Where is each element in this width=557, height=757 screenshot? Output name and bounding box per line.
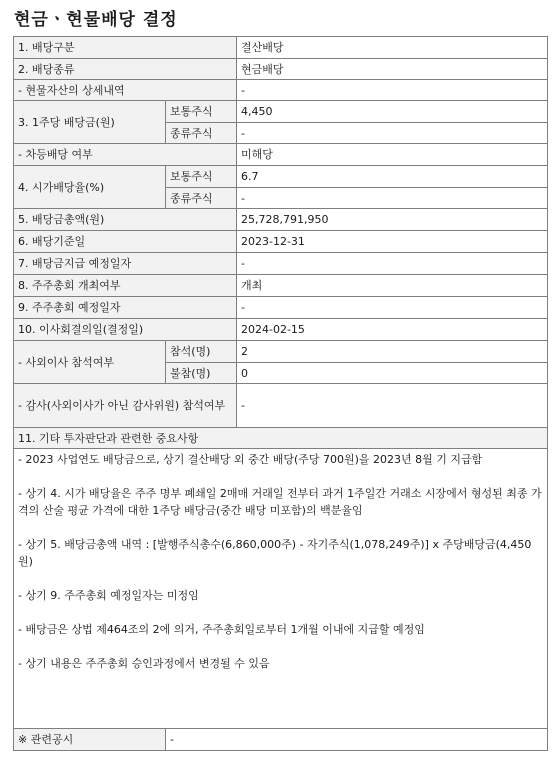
table-row (14, 297, 548, 319)
row-value: 6.7 (237, 166, 548, 188)
row-label: 8. 주주총회 개최여부 (14, 275, 237, 297)
table-row (14, 37, 548, 59)
section-heading: 11. 기타 투자판단과 관련한 중요사항 (14, 428, 548, 449)
note-text: - 상기 내용은 주주총회 승인과정에서 변경될 수 있음 (18, 657, 270, 670)
row-label: - 감사(사외이사가 아닌 감사위원) 참석여부 (14, 384, 237, 428)
row-label: - 차등배당 여부 (14, 144, 237, 166)
row-value: - (237, 297, 548, 319)
row-label: - 현물자산의 상세내역 (14, 80, 237, 101)
page-title: 현금ㆍ현물배당 결정 (14, 10, 178, 30)
sub-label: 불참(명) (166, 363, 237, 384)
row-value: 25,728,791,950 (237, 209, 548, 231)
dividend-table (13, 36, 548, 751)
table-row (14, 384, 548, 428)
row-value: 0 (237, 363, 548, 384)
table-row (14, 275, 548, 297)
row-label: 4. 시가배당율(%) (14, 166, 166, 209)
row-value: - (237, 253, 548, 275)
table-row (14, 59, 548, 80)
note-text: - 상기 4. 시가 배당율은 주주 명부 폐쇄일 2매매 거래일 전부터 과거 1주일간 거래소 시장에서 형성된 최종 가격의 산술 평균 가격에 대한 1주당 배당금(중간 배당 미포함)의 백분율임 (18, 487, 542, 517)
table-row (14, 729, 548, 751)
row-value: - (237, 80, 548, 101)
row-value: 2023-12-31 (237, 231, 548, 253)
note-text: - 배당금은 상법 제464조의 2에 의거, 주주총회일로부터 1개월 이내에 지급할 예정임 (18, 623, 425, 636)
table-row (14, 231, 548, 253)
row-value: - (237, 188, 548, 209)
table-row (14, 449, 548, 729)
row-label: 10. 이사회결의일(결정일) (14, 319, 237, 341)
row-value: - (237, 123, 548, 144)
row-value: 현금배당 (237, 59, 548, 80)
table-row (14, 428, 548, 449)
note-text: - 2023 사업연도 배당금으로, 상기 결산배당 외 중간 배당(주당 700원)을 2023년 8월 기 지급함 (18, 453, 483, 466)
table-row (14, 101, 548, 123)
table-row (14, 253, 548, 275)
row-value: 2 (237, 341, 548, 363)
sub-label: 보통주식 (166, 166, 237, 188)
row-label: 7. 배당금지급 예정일자 (14, 253, 237, 275)
notes-cell (14, 449, 548, 729)
table-row (14, 341, 548, 363)
table-row (14, 166, 548, 188)
row-label: 5. 배당금총액(원) (14, 209, 237, 231)
row-value: 개최 (237, 275, 548, 297)
sub-label: 보통주식 (166, 101, 237, 123)
row-value: - (166, 729, 548, 751)
sub-label: 종류주식 (166, 123, 237, 144)
table-row (14, 144, 548, 166)
row-value: 미해당 (237, 144, 548, 166)
table-row (14, 319, 548, 341)
row-value: 4,450 (237, 101, 548, 123)
row-label: 1. 배당구분 (14, 37, 237, 59)
row-label: ※ 관련공시 (14, 729, 166, 751)
row-label: 2. 배당종류 (14, 59, 237, 80)
sub-label: 종류주식 (166, 188, 237, 209)
row-value: - (237, 384, 548, 428)
table-row (14, 80, 548, 101)
row-label: 6. 배당기준일 (14, 231, 237, 253)
note-text: - 상기 9. 주주총회 예정일자는 미정임 (18, 589, 199, 602)
row-label: 3. 1주당 배당금(원) (14, 101, 166, 144)
sub-label: 참석(명) (166, 341, 237, 363)
row-label: - 사외이사 참석여부 (14, 341, 166, 384)
row-value: 결산배당 (237, 37, 548, 59)
table-row (14, 209, 548, 231)
row-value: 2024-02-15 (237, 319, 548, 341)
note-text: - 상기 5. 배당금총액 내역 : [발행주식총수(6,860,000주) - 자기주식(1,078,249주)] x 주당배당금(4,450원) (18, 538, 532, 568)
row-label: 9. 주주총회 예정일자 (14, 297, 237, 319)
